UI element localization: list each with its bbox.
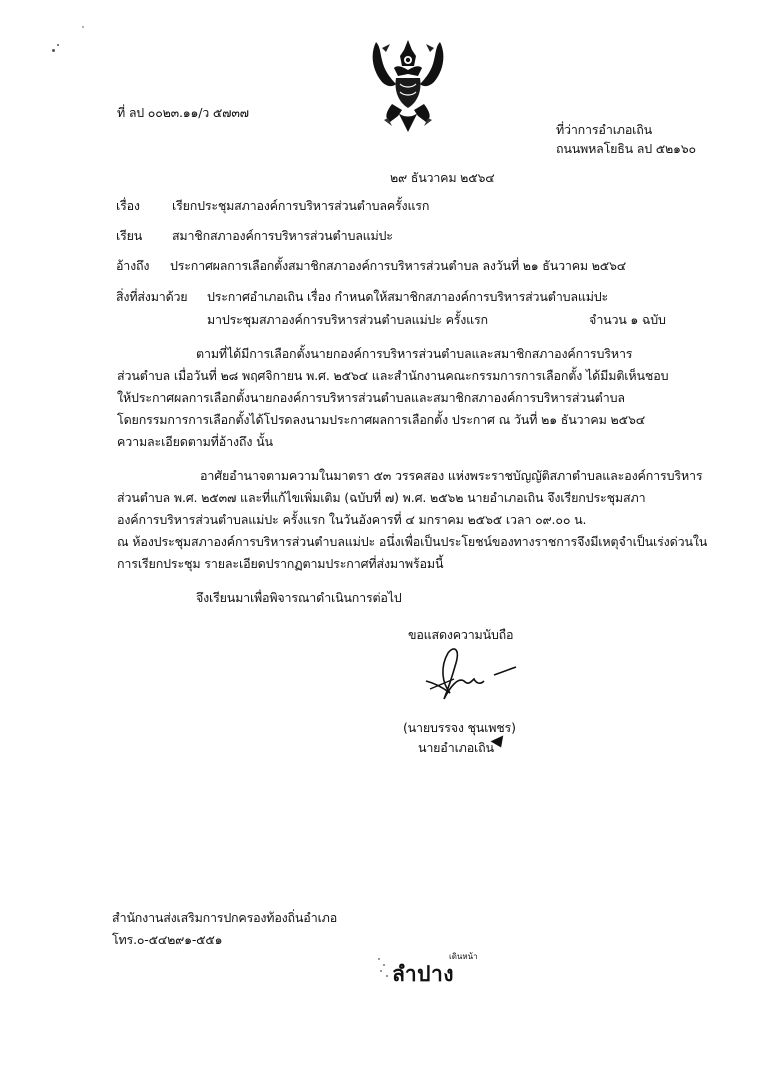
slogan-dots-icon: [383, 964, 385, 966]
scan-speck: [82, 26, 84, 28]
paragraph-1-line-1: ตามที่ได้มีการเลือกตั้งนายกองค์การบริหารส่วนตำบลและสมาชิกสภาองค์การบริหาร: [196, 346, 633, 361]
sender-address-line1: ที่ว่าการอำเภอเถิน: [556, 122, 652, 137]
slogan-dots-icon: [380, 970, 382, 972]
reference-text: ประกาศผลการเลือกตั้งสมาชิกสภาองค์การบริหารส่วนตำบล ลงวันที่ ๒๑ ธันวาคม ๒๕๖๔: [170, 258, 626, 273]
paragraph-1-line-3: ให้ประกาศผลการเลือกตั้งนายกองค์การบริหารส่วนตำบลและสมาชิกสภาองค์การบริหารส่วนตำบล: [117, 390, 625, 405]
paragraph-2-line-4: ณ ห้องประชุมสภาองค์การบริหารส่วนตำบลแม่ปะ อนึ่งเพื่อเป็นประโยชน์ของทางราชการจึงมีเหตุจำเป็นเร่งด่วนใน: [117, 534, 708, 549]
reference-number: ที่ ลป ๐๐๒๓.๑๑/ว ๕๗๓๗: [117, 105, 249, 120]
subject-label: เรื่อง: [116, 198, 140, 213]
footer-phone: โทร.๐-๕๔๒๙๑-๕๕๑: [112, 932, 223, 947]
slogan-dots-icon: [378, 958, 380, 960]
signatory-name: (นายบรรจง ชุนเพชร): [403, 720, 516, 735]
scan-speck: [57, 44, 59, 46]
footer-office: สำนักงานส่งเสริมการปกครองท้องถิ่นอำเภอ: [112, 910, 338, 925]
signature-icon: [420, 643, 530, 705]
enclosure-label: สิ่งที่ส่งมาด้วย: [116, 289, 188, 304]
signatory-title: นายอำเภอเถิน: [418, 740, 494, 755]
garuda-emblem-icon: [368, 34, 448, 136]
paragraph-2-line-2: ส่วนตำบล พ.ศ. ๒๕๓๗ และที่แก้ไขเพิ่มเติม (ฉบับที่ ๗) พ.ศ. ๒๕๖๒ นายอำเภอเถิน จึงเรียกประชุมสภา: [117, 490, 646, 505]
sender-address-line2: ถนนพหลโยธิน ลป ๕๒๑๖๐: [556, 141, 696, 156]
slogan-dots-icon: [386, 975, 388, 977]
paragraph-2-line-5: การเรียกประชุม รายละเอียดปรากฏตามประกาศที่ส่งมาพร้อมนี้: [117, 556, 444, 571]
enclosure-quantity: จำนวน ๑ ฉบับ: [589, 312, 666, 327]
paragraph-2-line-1: อาศัยอำนาจตามความในมาตรา ๕๓ วรรคสอง แห่งพระราชบัญญัติสภาตำบลและองค์การบริหาร: [200, 468, 703, 483]
recipient-label: เรียน: [116, 228, 143, 243]
paragraph-1-line-2: ส่วนตำบล เมื่อวันที่ ๒๘ พฤศจิกายน พ.ศ. ๒๕๖๔ และสำนักงานคณะกรรมการการเลือกตั้ง ได้มีมติเห็นชอบ: [117, 368, 669, 383]
scan-speck: [52, 49, 55, 52]
enclosure-line1: ประกาศอำเภอเถิน เรื่อง กำหนดให้สมาชิกสภาองค์การบริหารส่วนตำบลแม่ปะ: [207, 289, 608, 304]
enclosure-line2: มาประชุมสภาองค์การบริหารส่วนตำบลแม่ปะ ครั้งแรก: [207, 312, 488, 327]
complimentary-close: ขอแสดงความนับถือ: [408, 627, 514, 642]
subject-text: เรียกประชุมสภาองค์การบริหารส่วนตำบลครั้งแรก: [172, 198, 430, 213]
paragraph-1-line-4: โดยกรรมการการเลือกตั้งได้โปรดลงนามประกาศผลการเลือกตั้ง ประกาศ ณ วันที่ ๒๑ ธันวาคม ๒๕๖๔: [117, 412, 646, 427]
paragraph-2-line-3: องค์การบริหารส่วนตำบลแม่ปะ ครั้งแรก ในวันอังคารที่ ๔ มกราคม ๒๕๖๕ เวลา ๐๙.๐๐ น.: [117, 512, 587, 527]
stamp-mark-icon: [491, 736, 508, 751]
slogan-small-text: เดินหน้า: [449, 952, 478, 961]
slogan-main-text: ลำปาง: [392, 962, 455, 986]
closing-request: จึงเรียนมาเพื่อพิจารณาดำเนินการต่อไป: [196, 590, 402, 605]
document-date: ๒๙ ธันวาคม ๒๕๖๔: [390, 170, 495, 185]
paragraph-1-line-5: ความละเอียดตามที่อ้างถึง นั้น: [117, 434, 273, 449]
recipient-text: สมาชิกสภาองค์การบริหารส่วนตำบลแม่ปะ: [172, 228, 393, 243]
reference-label: อ้างถึง: [116, 258, 150, 273]
